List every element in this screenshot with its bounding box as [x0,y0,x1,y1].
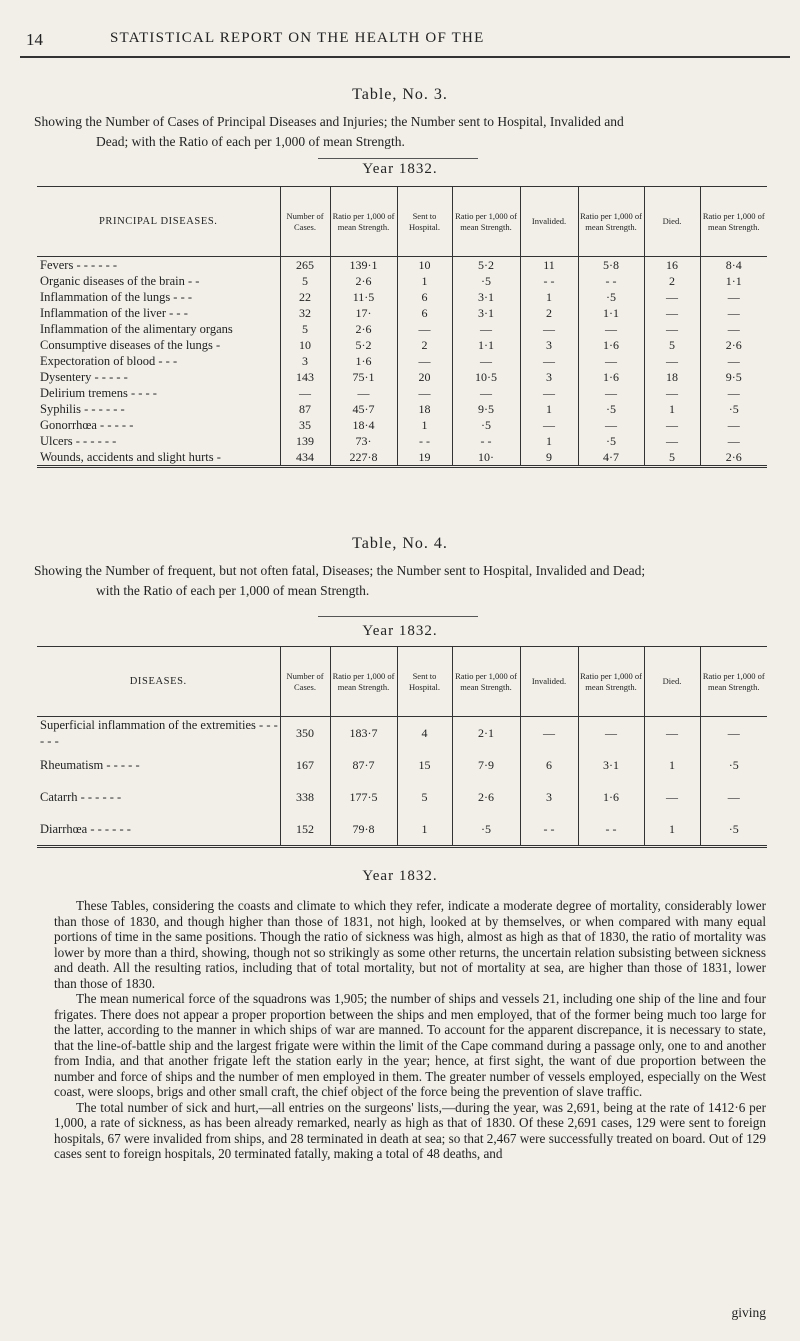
table-cell: 1 [644,813,700,847]
table3-caption-line2: Dead; with the Ratio of each per 1,000 of mean Strength. [96,134,405,149]
table-cell: 2·1 [452,717,520,750]
table-cell: — [452,353,520,369]
table4-caption-line2: with the Ratio of each per 1,000 of mean Strength. [96,583,370,598]
table-cell: 8·4 [725,258,742,272]
table-row [37,401,767,417]
row-label: Inflammation of the lungs - - - [37,289,280,305]
table4-title: Table, No. 4. [352,535,448,552]
table-cell: ·5 [728,402,739,416]
table3-body [37,257,767,467]
table-row [37,305,767,321]
catchword: giving [731,1305,766,1320]
table3-col-header: Ratio per 1,000 of mean Strength. [330,187,397,257]
table-cell: 10·5 [452,369,520,385]
table-cell: 183·7 [330,717,397,750]
row-label: Dysentery - - - - - [37,369,280,385]
table-cell: 17· [330,305,397,321]
header-rule [20,56,790,58]
table-cell: 73· [330,433,397,449]
table-cell: — [280,385,330,401]
table-cell: — [578,717,644,750]
table-cell: — [644,385,700,401]
table-cell: 1·6 [578,369,644,385]
row-label: Fevers - - - - - - [37,257,280,274]
row-label: Consumptive diseases of the lungs - [37,337,280,353]
table4-body [37,717,767,847]
table-cell: 2 [397,337,452,353]
row-label: Organic diseases of the brain - - [37,273,280,289]
table-cell: 11·5 [330,289,397,305]
table-cell: 1·1 [452,337,520,353]
table-cell: 5 [644,337,700,353]
table-cell: 9·5 [452,401,520,417]
paragraph-3: The total number of sick and hurt,—all entries on the surgeons' lists,—during the year, was 2,691, being at the rate of 1412·6 per 1,000, a rate of sickness, as has been already remarked, nearly as high as that of 1830. Of these 2,691 cases, 129 were sent to foreign hospitals, 67 were invalided from ships, and 28 terminated in death at sea; so that 2,467 were successfully treated on board. Out of 129 cases sent to foreign hospitals, 20 terminated fatally, making a total of 48 deaths, and [54,1099,766,1161]
table-cell: 10· [452,449,520,467]
table-cell: — [644,433,700,449]
table-cell: 338 [280,781,330,813]
table-cell: 9 [520,449,578,467]
table-cell: 10 [397,257,452,274]
section-year: Year 1832. [362,868,438,884]
table-cell: 6 [397,289,452,305]
table-cell: ·5 [452,813,520,847]
table3-header-row [37,187,767,257]
table-cell: 139 [280,433,330,449]
table-cell: 18 [397,401,452,417]
table-row [37,781,767,813]
table-cell: 434 [280,449,330,467]
table3-caption-line1: Showing the Number of Cases of Principal Diseases and Injuries; the Number sent to Hospital, Invalided and [34,114,624,129]
table3-col-header: Died. [644,187,700,257]
table-cell: ·5 [728,758,739,772]
table-cell: — [644,289,700,305]
table-cell: 75·1 [330,369,397,385]
table-cell: — [727,322,740,336]
table-cell: — [520,353,578,369]
table-cell: 1 [397,813,452,847]
table-cell: ·5 [728,822,739,836]
table3-col-header: Invalided. [520,187,578,257]
table-cell: 139·1 [330,257,397,274]
table-cell: 1·1 [578,305,644,321]
paragraph-1: These Tables, considering the coasts and climate to which they refer, indicate a moderate degree of mortality, considerably lower than those of 1830, and though higher than those of 1831, not high, looked at by themselves, or when compared with many equal portions of time in the same positions. Though the ratio of sickness was high, almost as high as that of 1830, the ratio of mortality was lower by more than a third, showing, though not so strikingly as some other returns, the uncertain relation subsisting between sickness and death. All the resulting ratios, including that of total mortality, but not of mortality at sea, are higher than those of 1831, lower than those of 1830. [54,898,766,991]
table-row [37,273,767,289]
table-cell: 5 [397,781,452,813]
table-cell: — [644,417,700,433]
table-row [37,321,767,337]
table-cell: 4 [397,717,452,750]
table-cell: — [644,781,700,813]
table3-title: Table, No. 3. [352,86,448,103]
table-cell: — [578,417,644,433]
table4-col-header: Sent to Hospital. [397,647,452,717]
table-row [37,417,767,433]
row-label: Syphilis - - - - - - [37,401,280,417]
table-cell: — [578,353,644,369]
table4-year: Year 1832. [362,623,438,639]
row-label: Catarrh - - - - - - [37,781,280,813]
table-cell: — [520,417,578,433]
table-cell: 35 [280,417,330,433]
table-cell: ·5 [578,401,644,417]
table-cell: 1 [644,401,700,417]
row-label: Diarrhœa - - - - - - [37,813,280,847]
table-cell: ·5 [578,433,644,449]
table-cell: — [727,290,740,304]
table-cell: - - [520,813,578,847]
table-cell: 1 [397,273,452,289]
table-cell: — [727,354,740,368]
table-cell: — [727,386,740,400]
table4-col-header: DISEASES. [37,647,280,717]
table3-col-header: Number of Cases. [280,187,330,257]
body-text [54,898,766,1162]
table-cell: 3 [280,353,330,369]
table4-col-header: Invalided. [520,647,578,717]
row-label: Gonorrhœa - - - - - [37,417,280,433]
table-cell: 1 [644,749,700,781]
table-cell: 2 [520,305,578,321]
table-cell: 5 [644,449,700,467]
table-cell: — [520,321,578,337]
table-cell: 3 [520,337,578,353]
table-cell: 10 [280,337,330,353]
table-cell: — [644,305,700,321]
table-cell: - - [452,433,520,449]
table-cell: 2·6 [452,781,520,813]
row-label: Superficial inflammation of the extremities - - - - - - [37,717,280,750]
table-cell: — [578,321,644,337]
table-cell: - - [520,273,578,289]
table4-col-header: Ratio per 1,000 of mean Strength. [452,647,520,717]
table-cell: ·5 [578,289,644,305]
table-cell: 1·6 [578,781,644,813]
table-cell: 2·6 [330,321,397,337]
table4 [37,646,767,848]
table-cell: 1·6 [330,353,397,369]
table-row [37,749,767,781]
table-cell: 87·7 [330,749,397,781]
row-label: Ulcers - - - - - - [37,433,280,449]
table-cell: — [452,321,520,337]
table-cell: — [727,434,740,448]
table-cell: 22 [280,289,330,305]
table-cell: 1·1 [725,274,742,288]
paragraph-2: The mean numerical force of the squadrons was 1,905; the number of ships and vessels 21, including one ship of the line and four frigates. There does not appear a proper proportion between the ships and men employed, that of the former being much too large for the latter, according to the manner in which ships of war are manned. To account for the apparent discrepance, it is necessary to state, that the line-of-battle ship and the largest frigate were within the limit of the Cape command during a passage only, one to and another from India, and that another frigate left the station early in the year; hence, at first sight, the want of due proportion between the number and force of ships and the number of men employed in them. The greater number of vessels employed, especially on the West coast, were sloops, brigs and other small craft, the chief object of the force being the prevention of slave traffic. [54,991,766,1099]
table-cell: 6 [520,749,578,781]
table-row [37,449,767,467]
row-label: Delirium tremens - - - - [37,385,280,401]
table-cell: — [727,306,740,320]
table-cell: 9·5 [725,370,742,384]
table-cell: — [727,726,740,740]
table-row [37,385,767,401]
table-row [37,257,767,274]
table-cell: — [520,385,578,401]
table-cell: 143 [280,369,330,385]
table-cell: 5·2 [330,337,397,353]
table-cell: — [397,385,452,401]
table-cell: 2 [644,273,700,289]
table-cell: ·5 [452,417,520,433]
table-cell: 5·8 [578,257,644,274]
table-cell: ·5 [452,273,520,289]
table-row [37,369,767,385]
table-cell: 350 [280,717,330,750]
table-cell: — [397,321,452,337]
table-cell: - - [578,813,644,847]
table-cell: 167 [280,749,330,781]
table-row [37,813,767,847]
table4-col-header: Ratio per 1,000 of mean Strength. [330,647,397,717]
table4-col-header: Ratio per 1,000 of mean Strength. [578,647,644,717]
table-cell: 18 [644,369,700,385]
table-cell: 18·4 [330,417,397,433]
table4-col-header: Died. [644,647,700,717]
table-row [37,353,767,369]
table-cell: 7·9 [452,749,520,781]
row-label: Expectoration of blood - - - [37,353,280,369]
table-cell: — [520,717,578,750]
table-cell: 152 [280,813,330,847]
table-row [37,433,767,449]
table-cell: - - [397,433,452,449]
table-cell: 3·1 [452,305,520,321]
table-cell: 3·1 [578,749,644,781]
row-label: Inflammation of the alimentary organs [37,321,280,337]
table-cell: 2·6 [330,273,397,289]
table3-col-header: Ratio per 1,000 of mean Strength. [452,187,520,257]
table-cell: — [644,717,700,750]
table-cell: 5 [280,273,330,289]
table-cell: 1·6 [578,337,644,353]
table-cell: 265 [280,257,330,274]
table3 [37,186,767,468]
table-row [37,717,767,750]
table-cell: 1 [520,289,578,305]
table-cell: 15 [397,749,452,781]
table-cell: 79·8 [330,813,397,847]
table-cell: 5·2 [452,257,520,274]
table4-caption [34,561,782,601]
table-cell: 11 [520,257,578,274]
table-cell: 4·7 [578,449,644,467]
table3-col-header: Ratio per 1,000 of mean Strength. [578,187,644,257]
table-cell: 177·5 [330,781,397,813]
table4-col-header: Number of Cases. [280,647,330,717]
table-cell: 3 [520,369,578,385]
table-cell: 16 [644,257,700,274]
table3-col-header: Sent to Hospital. [397,187,452,257]
table-cell: 1 [520,401,578,417]
table-cell: — [727,790,740,804]
table3-col-header: Ratio per 1,000 of mean Strength. [700,187,767,257]
table-cell: 2·6 [725,450,742,464]
table-cell: — [452,385,520,401]
table-cell: 2·6 [725,338,742,352]
table4-caption-line1: Showing the Number of frequent, but not often fatal, Diseases; the Number sent to Hospital, Invalided and Dead; [34,563,646,578]
table-cell: 1 [397,417,452,433]
table-cell: 5 [280,321,330,337]
table3-short-rule [318,158,478,159]
table-cell: 227·8 [330,449,397,467]
table-cell: — [727,418,740,432]
table-row [37,289,767,305]
row-label: Wounds, accidents and slight hurts - [37,449,280,467]
page-number: 14 [26,30,43,49]
table-cell: 3 [520,781,578,813]
table-cell: - - [578,273,644,289]
table-cell: — [397,353,452,369]
table4-header-row [37,647,767,717]
table-cell: — [330,385,397,401]
running-title: STATISTICAL REPORT ON THE HEALTH OF THE [110,30,485,46]
table-cell: 20 [397,369,452,385]
table-cell: 87 [280,401,330,417]
table-cell: — [644,353,700,369]
table-cell: — [578,385,644,401]
row-label: Inflammation of the liver - - - [37,305,280,321]
table3-year: Year 1832. [362,161,438,177]
table-cell: — [644,321,700,337]
table-cell: 19 [397,449,452,467]
table3-col-header: PRINCIPAL DISEASES. [37,187,280,257]
table4-col-header: Ratio per 1,000 of mean Strength. [700,647,767,717]
table-cell: 45·7 [330,401,397,417]
table4-short-rule [318,616,478,617]
table3-caption [34,112,782,152]
table-cell: 32 [280,305,330,321]
table-cell: 6 [397,305,452,321]
table-cell: 1 [520,433,578,449]
table-cell: 3·1 [452,289,520,305]
table-row [37,337,767,353]
row-label: Rheumatism - - - - - [37,749,280,781]
